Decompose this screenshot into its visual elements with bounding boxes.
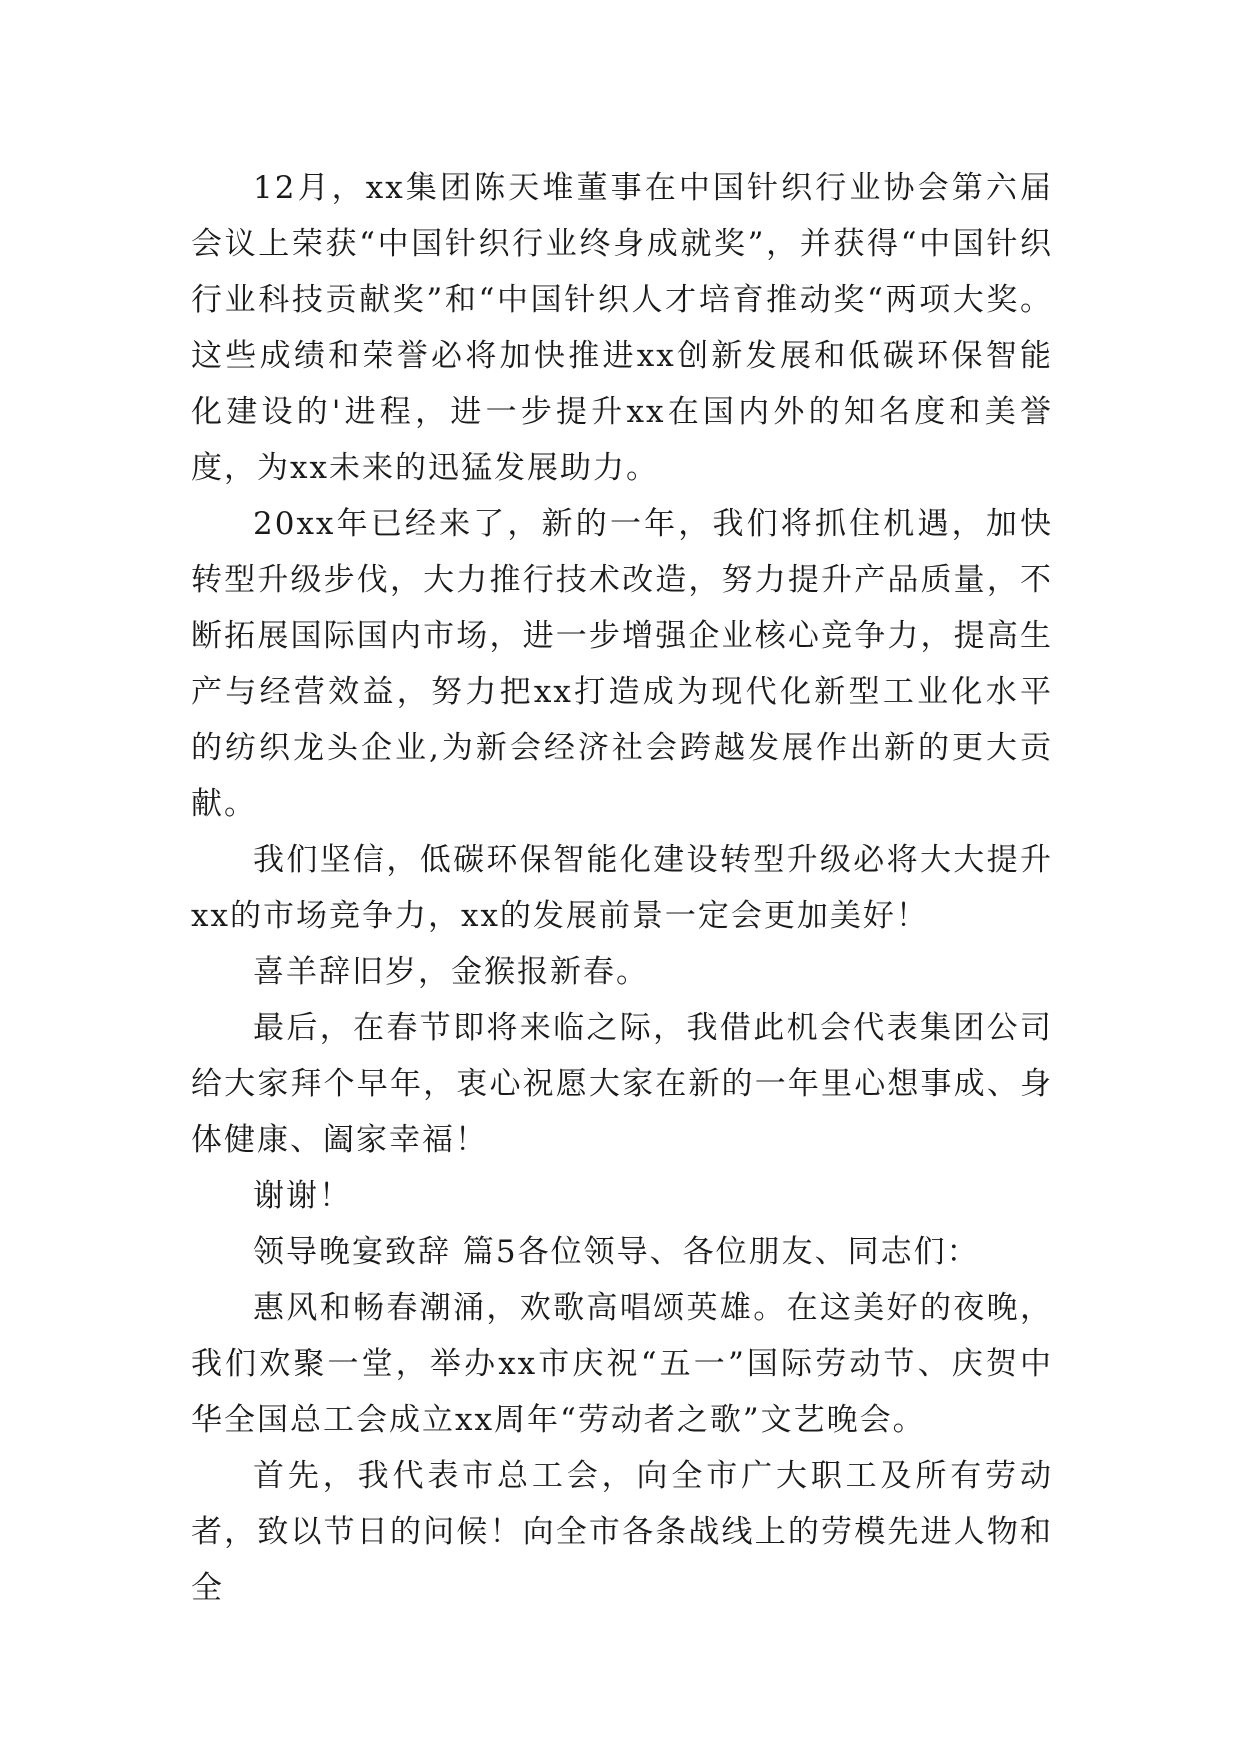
paragraph-new-year-plan: 20xx年已经来了，新的一年，我们将抓住机遇，加快转型升级步伐，大力推行技术改造，努力提升产品质量，不断拓展国际国内市场，进一步增强企业核心竞争力，提高生产与经营效益，努力把xx打造成为现代化新型工业化水平的纺织龙头企业,为新会经济社会跨越发展作出新的更大贡献。 xyxy=(191,506,1053,822)
paragraph-new-year-wishes: 最后，在春节即将来临之际，我借此机会代表集团公司给大家拜个早年，衷心祝愿大家在新的一年里心想事成、身体健康、阖家幸福！ xyxy=(191,1010,1053,1158)
paragraph-greetings: 首先，我代表市总工会，向全市广大职工及所有劳动者，致以节日的问候！向全市各条战线上的劳模先进人物和全 xyxy=(191,1458,1053,1606)
paragraph-award: 12月，xx集团陈天堆董事在中国针织行业协会第六届会议上荣获“中国针织行业终身成就奖”，并获得“中国针织行业科技贡献奖”和“中国针织人才培育推动奖“两项大奖。这些成绩和荣誉必将加快推进xx创新发展和低碳环保智能化建设的'进程，进一步提升xx在国内外的知名度和美誉度，为xx未来的迅猛发展助力。 xyxy=(191,170,1053,486)
paragraph-gala-opening: 惠风和畅春潮涌，欢歌高唱颂英雄。在这美好的夜晚，我们欢聚一堂，举办xx市庆祝“五一”国际劳动节、庆贺中华全国总工会成立xx周年“劳动者之歌”文艺晚会。 xyxy=(191,1290,1053,1438)
paragraph-speech-heading: 领导晚宴致辞 篇5各位领导、各位朋友、同志们： xyxy=(253,1234,980,1270)
paragraph-thanks: 谢谢！ xyxy=(253,1178,352,1214)
paragraph-belief: 我们坚信，低碳环保智能化建设转型升级必将大大提升xx的市场竞争力，xx的发展前景一定会更加美好！ xyxy=(191,842,1053,934)
document-body xyxy=(191,160,1053,1616)
paragraph-couplet: 喜羊辞旧岁，金猴报新春。 xyxy=(253,954,649,990)
